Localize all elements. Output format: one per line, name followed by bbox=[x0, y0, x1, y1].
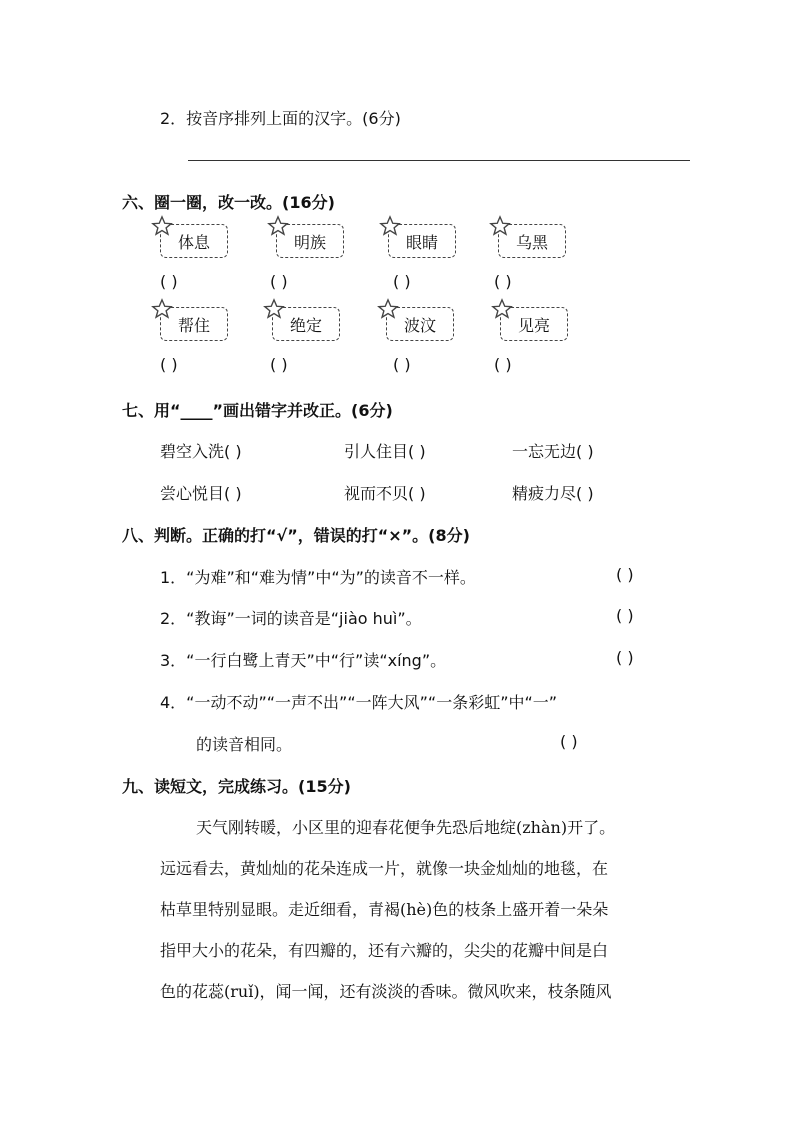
word-box bbox=[276, 224, 344, 258]
word-box bbox=[386, 307, 454, 341]
section-9-heading: 九、读短文，完成练习。(15分) bbox=[122, 777, 351, 796]
judge-item: 3．“一行白鹭上青天”中“行”读“xíng”。 bbox=[160, 651, 447, 670]
star-icon bbox=[263, 298, 285, 320]
judge-item: 4．“一动不动”“一声不出”“一阵大风”“一条彩虹”中“一” bbox=[160, 693, 558, 712]
word-text: 波汶 bbox=[403, 315, 436, 335]
passage-line: 天气刚转暖，小区里的迎春花便争先恐后地绽(zhàn)开了。 bbox=[196, 818, 616, 837]
passage-line: 指甲大小的花朵，有四瓣的，还有六瓣的，尖尖的花瓣中间是白 bbox=[160, 941, 609, 960]
judge-item-continued: 的读音相同。 bbox=[196, 735, 293, 754]
judge-item: 2．“教诲”一词的读音是“jiào huì”。 bbox=[160, 609, 422, 628]
star-icon bbox=[489, 215, 511, 237]
word-text: 明族 bbox=[293, 232, 326, 252]
star-icon bbox=[151, 215, 173, 237]
answer-paren: ( ) bbox=[270, 355, 288, 374]
answer-paren: ( ) bbox=[160, 272, 178, 291]
star-icon bbox=[377, 298, 399, 320]
passage-line: 枯草里特别显眼。走近细看，青褐(hè)色的枝条上盛开着一朵朵 bbox=[160, 900, 609, 919]
passage-line: 远远看去，黄灿灿的花朵连成一片，就像一块金灿灿的地毯，在 bbox=[160, 859, 609, 878]
judge-paren: ( ) bbox=[616, 565, 634, 584]
answer-paren: ( ) bbox=[160, 355, 178, 374]
question-5-item-2: 2．按音序排列上面的汉字。(6分) bbox=[160, 109, 401, 128]
star-icon bbox=[491, 298, 513, 320]
correction-item: 视而不贝( ) bbox=[344, 484, 426, 503]
word-box bbox=[498, 224, 566, 258]
judge-paren: ( ) bbox=[616, 606, 634, 625]
correction-item: 一忘无边( ) bbox=[512, 442, 594, 461]
word-text: 乌黑 bbox=[515, 232, 548, 252]
word-text: 帮住 bbox=[177, 315, 210, 335]
answer-line bbox=[188, 160, 690, 161]
correction-item: 尝心悦目( ) bbox=[160, 484, 242, 503]
answer-paren: ( ) bbox=[494, 355, 512, 374]
star-icon bbox=[379, 215, 401, 237]
word-text: 绝定 bbox=[289, 315, 322, 335]
word-box bbox=[160, 224, 228, 258]
answer-paren: ( ) bbox=[393, 272, 411, 291]
judge-paren: ( ) bbox=[616, 648, 634, 667]
section-6-heading: 六、圈一圈，改一改。(16分) bbox=[122, 193, 335, 212]
passage-line: 色的花蕊(ruǐ)，闻一闻，还有淡淡的香味。微风吹来，枝条随风 bbox=[160, 982, 612, 1001]
correction-item: 精疲力尽( ) bbox=[512, 484, 594, 503]
word-text: 见亮 bbox=[517, 315, 550, 335]
word-text: 眼睛 bbox=[405, 232, 438, 252]
answer-paren: ( ) bbox=[393, 355, 411, 374]
word-box bbox=[388, 224, 456, 258]
word-box bbox=[160, 307, 228, 341]
star-icon bbox=[267, 215, 289, 237]
section-7-heading: 七、用“____”画出错字并改正。(6分) bbox=[122, 401, 393, 420]
judge-item: 1．“为难”和“难为情”中“为”的读音不一样。 bbox=[160, 568, 476, 587]
word-box bbox=[500, 307, 568, 341]
answer-paren: ( ) bbox=[494, 272, 512, 291]
word-box bbox=[272, 307, 340, 341]
correction-item: 引人住目( ) bbox=[344, 442, 426, 461]
answer-paren: ( ) bbox=[270, 272, 288, 291]
correction-item: 碧空入洗( ) bbox=[160, 442, 242, 461]
section-8-heading: 八、判断。正确的打“√”，错误的打“×”。(8分) bbox=[122, 526, 470, 545]
judge-paren: ( ) bbox=[560, 732, 578, 751]
word-text: 体息 bbox=[177, 232, 210, 252]
star-icon bbox=[151, 298, 173, 320]
